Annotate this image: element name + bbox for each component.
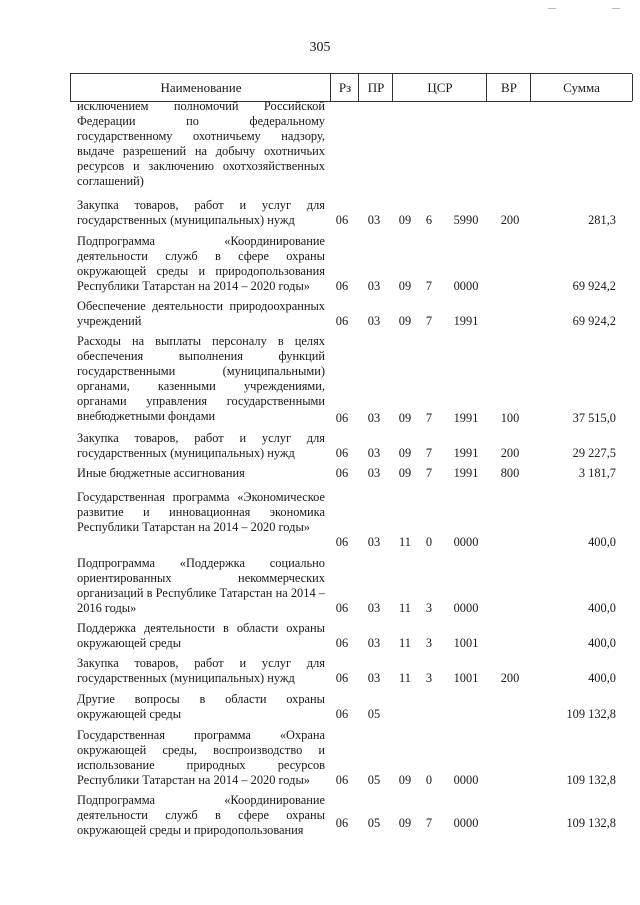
row-name: Обеспечение деятельности природоохранных учреждений — [77, 299, 325, 328]
row-c2: 7 — [425, 466, 433, 480]
row-pr: 03 — [367, 279, 381, 293]
row-c3: 1001 — [453, 636, 479, 650]
row-c3: 0000 — [453, 816, 479, 830]
row-c1: 11 — [399, 601, 411, 615]
row-pr: 05 — [367, 816, 381, 830]
row-c3: 1991 — [453, 446, 479, 460]
row-sum: 37 515,0 — [572, 411, 616, 425]
row-c3: 1991 — [453, 466, 479, 480]
row-c1: 11 — [399, 671, 411, 685]
row-rz: 06 — [335, 279, 349, 293]
row-rz: 06 — [335, 773, 349, 787]
row-name: Государственная программа «Охрана окружающей среды, воспроизводство и использование природных ресурсов Республики Татарстан на 2014 – 2020 годы» — [77, 728, 325, 787]
row-c2: 0 — [425, 773, 433, 787]
row-rz: 06 — [335, 707, 349, 721]
row-c3: 0000 — [453, 601, 479, 615]
row-name: Подпрограмма «Поддержка социально ориентированных некоммерческих организаций в Республике Татарстан на 2014 – 2016 годы» — [77, 556, 325, 615]
row-sum: 29 227,5 — [572, 446, 616, 460]
header-vr: ВР — [486, 74, 531, 101]
row-vr: 200 — [500, 213, 520, 227]
row-sum: 281,3 — [588, 213, 616, 227]
row-pr: 03 — [367, 213, 381, 227]
row-pr: 05 — [367, 773, 381, 787]
row-rz: 06 — [335, 314, 349, 328]
row-name: Подпрограмма «Координирование деятельности служб в сфере охраны окружающей среды и природопользования — [77, 793, 325, 837]
row-c3: 5990 — [453, 213, 479, 227]
header-name: Наименование — [70, 74, 331, 101]
header-csr: ЦСР — [392, 74, 487, 101]
row-name: Закупка товаров, работ и услуг для государственных (муниципальных) нужд — [77, 198, 325, 227]
row-c1: 11 — [399, 535, 411, 549]
scan-mark — [612, 8, 620, 9]
row-rz: 06 — [335, 535, 349, 549]
row-c1: 09 — [398, 446, 412, 460]
row-c3: 1991 — [453, 411, 479, 425]
row-c3: 0000 — [453, 535, 479, 549]
row-name: Иные бюджетные ассигнования — [77, 466, 245, 480]
row-pr: 03 — [367, 446, 381, 460]
row-pr: 03 — [367, 601, 381, 615]
row-pr: 03 — [367, 535, 381, 549]
page-number: 305 — [309, 40, 331, 55]
row-name: Подпрограмма «Координирование деятельности служб в сфере охраны окружающей среды и природопользования Республики Татарстан на 2014 – 2020 годы» — [77, 234, 325, 293]
row-pr: 05 — [367, 707, 381, 721]
row-name: исключением полномочий Российской Федерации по федеральному государственному охотничьему надзору, выдаче разрешений на добычу охотничьих ресурсов и заключению охотхозяйственных соглашений) — [77, 99, 325, 188]
row-sum: 400,0 — [588, 601, 616, 615]
row-name: Расходы на выплаты персоналу в целях обеспечения выполнения функций государственными (муниципальными) органами, казенными учреждениями, органами управления государственными внебюджетными фондами — [77, 334, 325, 423]
row-rz: 06 — [335, 466, 349, 480]
row-sum: 400,0 — [588, 671, 616, 685]
row-c2: 7 — [425, 314, 433, 328]
row-sum: 109 132,8 — [566, 773, 616, 787]
row-pr: 03 — [367, 314, 381, 328]
row-c2: 7 — [425, 816, 433, 830]
row-sum: 3 181,7 — [578, 466, 616, 480]
row-c2: 3 — [425, 671, 433, 685]
row-pr: 03 — [367, 671, 381, 685]
row-c1: 09 — [398, 816, 412, 830]
row-rz: 06 — [335, 671, 349, 685]
row-pr: 03 — [367, 636, 381, 650]
row-c1: 09 — [398, 466, 412, 480]
row-vr: 100 — [500, 411, 520, 425]
header-sum: Сумма — [530, 74, 633, 101]
row-vr: 200 — [500, 671, 520, 685]
row-rz: 06 — [335, 446, 349, 460]
row-pr: 03 — [367, 466, 381, 480]
row-sum: 400,0 — [588, 535, 616, 549]
row-c2: 3 — [425, 601, 433, 615]
row-c2: 6 — [425, 213, 433, 227]
row-name: Другие вопросы в области охраны окружающей среды — [77, 692, 325, 721]
row-c2: 7 — [425, 411, 433, 425]
row-c3: 0000 — [453, 773, 479, 787]
row-c1: 09 — [398, 213, 412, 227]
row-sum: 400,0 — [588, 636, 616, 650]
row-c2: 7 — [425, 446, 433, 460]
row-c1: 09 — [398, 411, 412, 425]
row-rz: 06 — [335, 213, 349, 227]
row-name: Государственная программа «Экономическое развитие и инновационная экономика Республики Татарстан на 2014 – 2020 годы» — [77, 490, 325, 534]
row-rz: 06 — [335, 411, 349, 425]
row-name: Закупка товаров, работ и услуг для государственных (муниципальных) нужд — [77, 431, 325, 460]
row-rz: 06 — [335, 636, 349, 650]
row-vr: 800 — [500, 466, 520, 480]
row-c2: 3 — [425, 636, 433, 650]
row-c3: 0000 — [453, 279, 479, 293]
scan-mark — [548, 8, 556, 9]
row-pr: 03 — [367, 411, 381, 425]
row-name: Поддержка деятельности в области охраны окружающей среды — [77, 621, 325, 650]
row-vr: 200 — [500, 446, 520, 460]
row-sum: 109 132,8 — [566, 707, 616, 721]
table-header — [70, 73, 632, 102]
row-c1: 09 — [398, 773, 412, 787]
row-rz: 06 — [335, 601, 349, 615]
row-c1: 09 — [398, 314, 412, 328]
row-c2: 7 — [425, 279, 433, 293]
row-c2: 0 — [425, 535, 433, 549]
row-c3: 1991 — [453, 314, 479, 328]
header-rz: Рз — [330, 74, 359, 101]
row-sum: 109 132,8 — [566, 816, 616, 830]
row-c1: 09 — [398, 279, 412, 293]
row-c3: 1001 — [453, 671, 479, 685]
row-name: Закупка товаров, работ и услуг для государственных (муниципальных) нужд — [77, 656, 325, 685]
row-sum: 69 924,2 — [572, 279, 616, 293]
row-c1: 11 — [399, 636, 411, 650]
header-pr: ПР — [358, 74, 393, 101]
row-sum: 69 924,2 — [572, 314, 616, 328]
row-rz: 06 — [335, 816, 349, 830]
